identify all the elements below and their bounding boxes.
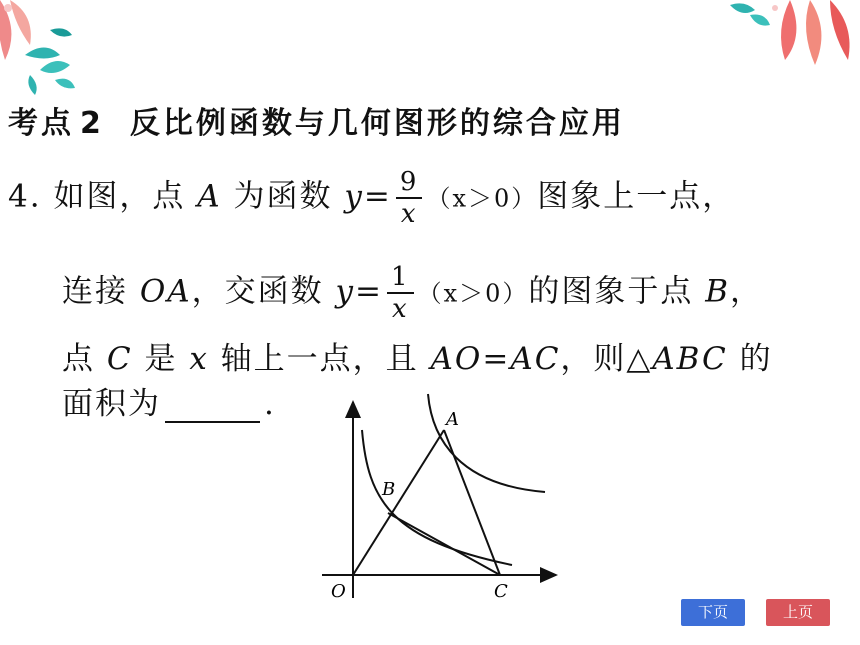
question-text: 面积为 bbox=[62, 386, 161, 422]
floral-decoration-left bbox=[0, 0, 90, 95]
segment-BC bbox=[388, 513, 500, 575]
question-text: ，则△ bbox=[560, 341, 653, 377]
segment-OA bbox=[353, 430, 444, 575]
fraction-denominator: x bbox=[400, 199, 418, 229]
math-var: OA bbox=[139, 273, 192, 310]
math-var: B bbox=[705, 273, 731, 310]
math-var: y bbox=[344, 178, 364, 215]
question-text: 的 bbox=[739, 341, 773, 377]
label-B: B bbox=[382, 479, 396, 500]
heading-title: 反比例函数与几何图形的综合应用 bbox=[129, 106, 625, 141]
math-var: x bbox=[189, 341, 209, 377]
question-text: 如图，点 bbox=[53, 178, 186, 215]
label-C: C bbox=[494, 581, 508, 602]
next-page-button[interactable]: 下页 bbox=[681, 599, 745, 626]
math-condition: （x＞0） bbox=[417, 279, 529, 308]
fraction-denominator: x bbox=[391, 294, 409, 324]
math-var: ABC bbox=[652, 341, 728, 377]
math-condition: （x＞0） bbox=[426, 184, 538, 213]
prev-page-button[interactable]: 上页 bbox=[766, 599, 830, 626]
math-var: AC bbox=[510, 341, 561, 377]
section-heading bbox=[8, 98, 625, 142]
fraction-numerator: 1 bbox=[387, 262, 414, 294]
heading-number: 2 bbox=[80, 106, 104, 141]
math-var: AO bbox=[430, 341, 483, 377]
question-line-1 bbox=[8, 167, 735, 229]
math-var: C bbox=[106, 341, 133, 377]
question-text: 图象上一点， bbox=[537, 178, 736, 215]
fraction-9-over-x bbox=[396, 167, 423, 229]
geometry-figure bbox=[318, 392, 563, 604]
question-text: 连接 bbox=[62, 273, 128, 310]
question-text: 的图象于点 bbox=[528, 273, 694, 310]
label-A: A bbox=[446, 409, 459, 430]
math-equals: = bbox=[482, 341, 511, 377]
question-text: 点 bbox=[62, 341, 95, 377]
question-line-3 bbox=[62, 333, 773, 378]
floral-decoration-right bbox=[730, 0, 860, 70]
label-O: O bbox=[331, 581, 346, 602]
question-text: . bbox=[264, 386, 276, 422]
question-text: 是 bbox=[144, 341, 178, 377]
question-number: 4. bbox=[8, 178, 42, 215]
question-line-4 bbox=[62, 378, 276, 423]
math-var: A bbox=[197, 178, 222, 215]
question-text: 轴上一点，且 bbox=[220, 341, 419, 377]
fraction-numerator: 9 bbox=[396, 167, 423, 199]
heading-label: 考点 bbox=[8, 106, 74, 141]
math-equals: = bbox=[355, 273, 384, 310]
question-line-2 bbox=[62, 262, 763, 324]
question-text: 为函数 bbox=[233, 178, 333, 215]
fraction-1-over-x bbox=[387, 262, 414, 324]
answer-blank[interactable] bbox=[165, 393, 260, 423]
math-var: y bbox=[335, 273, 356, 310]
segment-AC bbox=[444, 430, 500, 575]
math-equals: = bbox=[363, 178, 392, 215]
question-text: ，交函数 bbox=[191, 273, 324, 310]
question-text: ， bbox=[730, 273, 764, 310]
